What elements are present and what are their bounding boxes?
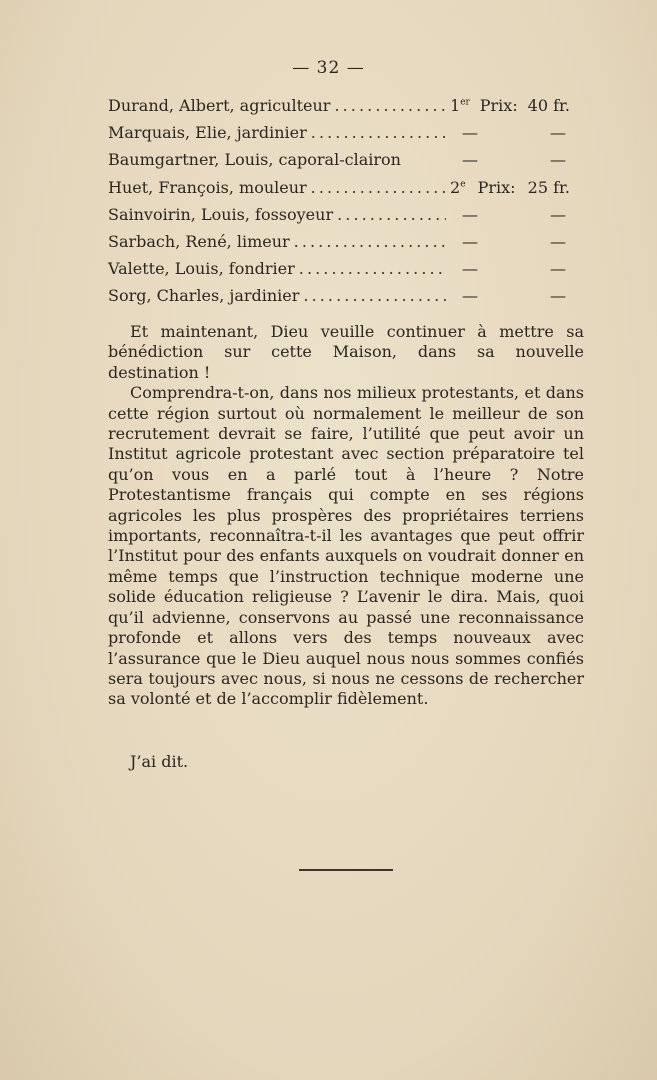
ditto-dash: — [550, 231, 566, 251]
paragraph-institut: Comprendra-t-on, dans nos milieux protestants, et dans cette région surtout où normalement le meilleur de son recrutement devrait se faire, l’utilité que peut avoir un Institut agricole protestant avec section préparatoire tel qu’on vous en a parlé tout à l’heure ? Notre Protestantisme français qui compte en ses régions agricoles les plus prospères des propriétaires terriens importants, reconnaîtra-t-il les avantages que peut offrir l’Institut pour des enfants auxquels on voudrait donner en même temps que l’instruction technique moderne une solide éducation religieuse ? L’avenir le dira. Mais, quoi qu’il advienne, conservons au passé une reconnaissance profonde et allons vers des temps nouveaux avec l’assurance que le Dieu auquel nous nous sommes confiés sera toujours avec nous, si nous ne cessons de rechercher sa volonté et de l’accomplir fidèlement. [108, 383, 584, 709]
prize-rank: 2e [450, 177, 466, 197]
prize-value [450, 232, 570, 251]
prize-amount: 25 fr. [527, 177, 570, 197]
prize-list [108, 96, 570, 314]
prize-row [108, 259, 570, 286]
ditto-dash: — [462, 204, 478, 224]
ditto-dash: — [462, 286, 478, 306]
prize-value [450, 150, 570, 169]
prize-amount: 40 fr. [527, 96, 570, 115]
prize-value [450, 178, 570, 197]
page-number: — 32 — [292, 58, 365, 78]
prize-row [108, 178, 570, 205]
leader-dots [337, 205, 446, 224]
ditto-dash: — [550, 204, 566, 224]
prize-row [108, 123, 570, 150]
ditto-dash: — [462, 259, 478, 279]
prize-rank: 1er [450, 96, 470, 115]
ditto-dash: — [550, 286, 566, 306]
laureate-name: Valette, Louis, fondrier [108, 259, 295, 279]
prize-value [450, 96, 570, 115]
prize-value [450, 286, 570, 305]
ditto-dash: — [462, 231, 478, 251]
closing-line: J’ai dit. [130, 752, 189, 771]
laureate-name: Sarbach, René, limeur [108, 231, 290, 251]
leader-dots [299, 259, 446, 278]
ditto-dash: — [550, 259, 566, 279]
prize-row [108, 286, 570, 313]
body-text [108, 322, 584, 710]
ditto-dash: — [550, 123, 566, 143]
leader-dots [294, 232, 446, 251]
laureate-name: Sainvoirin, Louis, fossoyeur [108, 204, 334, 224]
prize-label: Prix: [479, 96, 518, 115]
prize-value [450, 205, 570, 224]
laureate-name: Baumgartner, Louis, caporal-clairon [108, 150, 401, 170]
leader-dots [334, 96, 446, 115]
leader-dots [311, 178, 446, 197]
ditto-dash: — [462, 150, 478, 170]
laureate-name: Durand, Albert, agriculteur [108, 96, 331, 115]
ditto-dash: — [462, 123, 478, 143]
prize-value [450, 123, 570, 142]
end-rule [299, 869, 393, 871]
laureate-name: Sorg, Charles, jardinier [108, 286, 300, 306]
ditto-dash: — [550, 150, 566, 170]
laureate-name: Huet, François, mouleur [108, 177, 307, 197]
prize-row [108, 150, 570, 177]
prize-value [450, 259, 570, 278]
paragraph-benediction: Et maintenant, Dieu veuille continuer à mettre sa bénédiction sur cette Maison, dans sa nouvelle destination ! [108, 322, 584, 382]
prize-row [108, 96, 570, 123]
prize-label: Prix: [477, 177, 516, 197]
laureate-name: Marquais, Elie, jardinier [108, 123, 307, 143]
prize-row [108, 232, 570, 259]
leader-dots [311, 123, 446, 142]
leader-dots [303, 286, 446, 305]
prize-row [108, 205, 570, 232]
